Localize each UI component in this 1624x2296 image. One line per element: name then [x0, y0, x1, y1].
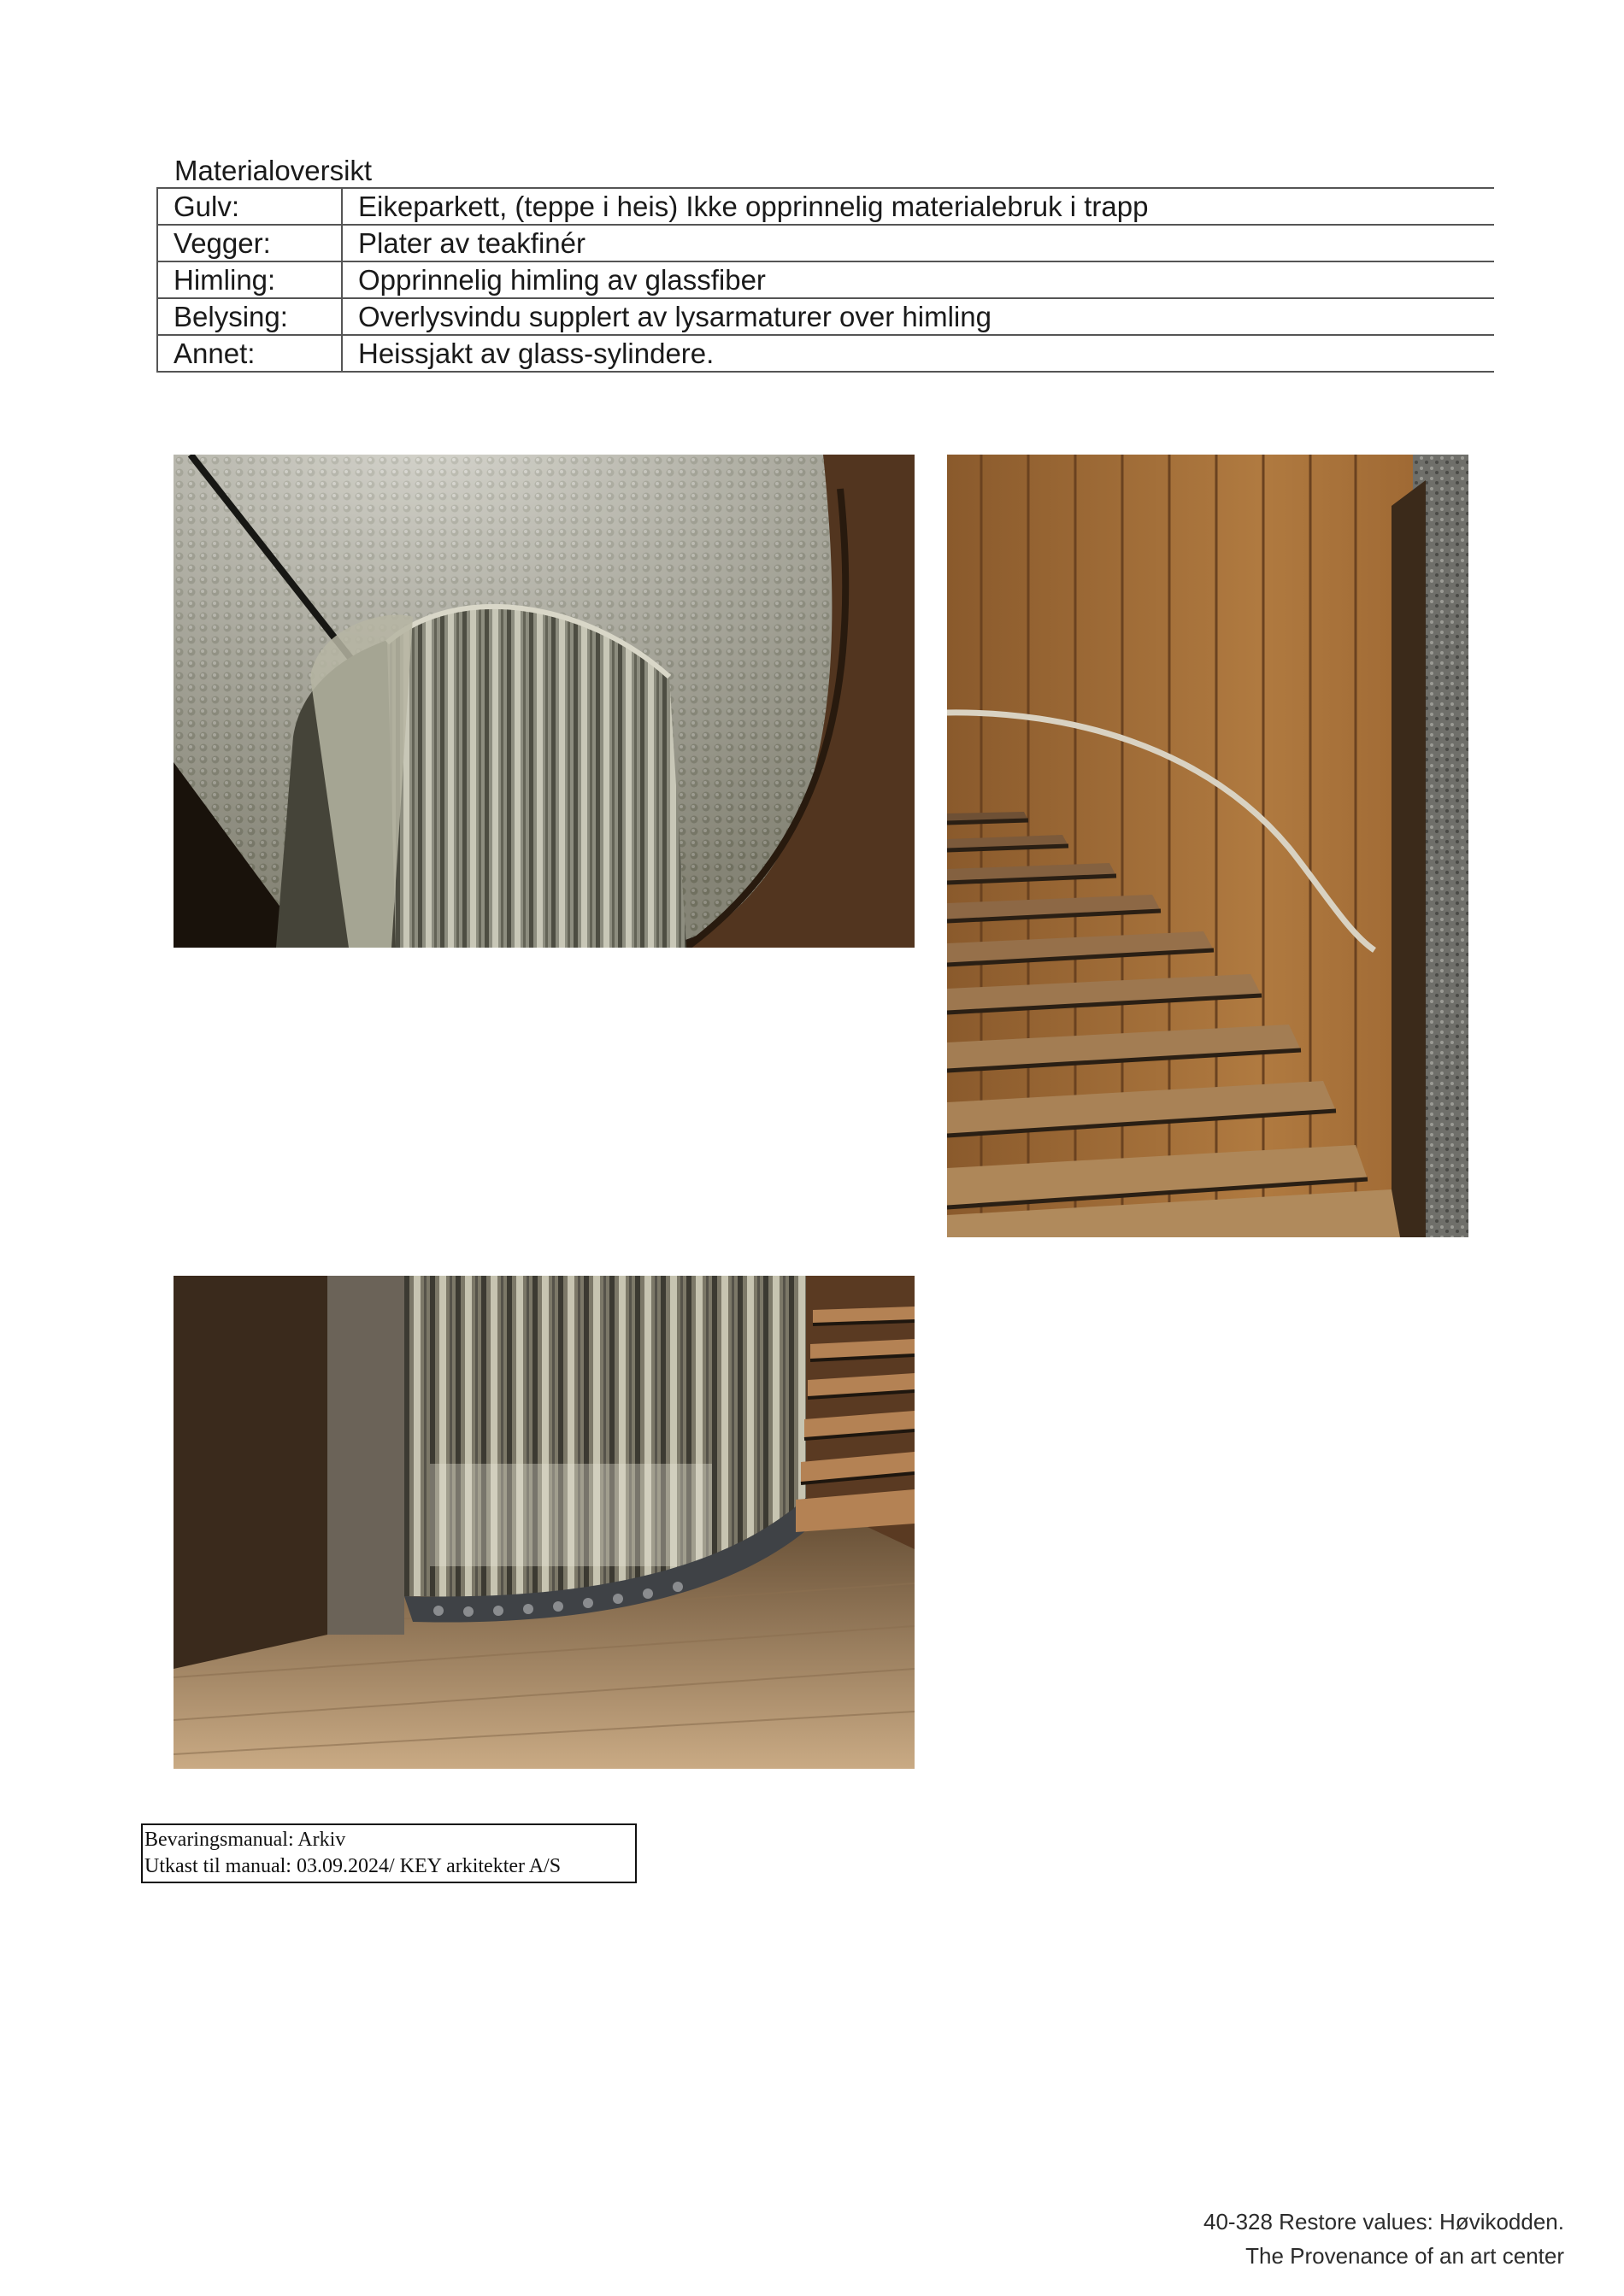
row-value: Heissjakt av glass-sylindere.	[342, 335, 1494, 372]
row-value: Opprinnelig himling av glassfiber	[342, 261, 1494, 298]
table-row	[157, 261, 1494, 298]
archive-note	[141, 1823, 637, 1883]
row-value: Overlysvindu supplert av lysarmaturer over himling	[342, 298, 1494, 335]
table-row	[157, 188, 1494, 225]
page-footer	[1203, 2205, 1564, 2273]
archive-line-2: Utkast til manual: 03.09.2024/ KEY arkitekter A/S	[144, 1855, 562, 1877]
row-value: Plater av teakfinér	[342, 225, 1494, 261]
row-value: Eikeparkett, (teppe i heis) Ikke opprinnelig materialebruk i trapp	[342, 188, 1494, 225]
photo-curved-stair	[947, 455, 1468, 1237]
footer-line-1: 40-328 Restore values: Høvikodden.	[1203, 2209, 1564, 2234]
materials-title: Materialoversikt	[174, 155, 373, 186]
archive-line-1: Bevaringsmanual: Arkiv	[144, 1829, 346, 1851]
row-label: Gulv:	[157, 188, 342, 225]
row-label: Himling:	[157, 261, 342, 298]
table-row	[157, 298, 1494, 335]
table-row	[157, 225, 1494, 261]
row-label: Vegger:	[157, 225, 342, 261]
row-label: Annet:	[157, 335, 342, 372]
row-label: Belysing:	[157, 298, 342, 335]
footer-line-2: The Provenance of an art center	[1245, 2243, 1564, 2269]
materials-table	[156, 187, 1494, 373]
photo-ceiling-lift-shaft	[174, 455, 915, 948]
table-row	[157, 335, 1494, 372]
photo-lift-shaft-stair	[174, 1276, 915, 1769]
